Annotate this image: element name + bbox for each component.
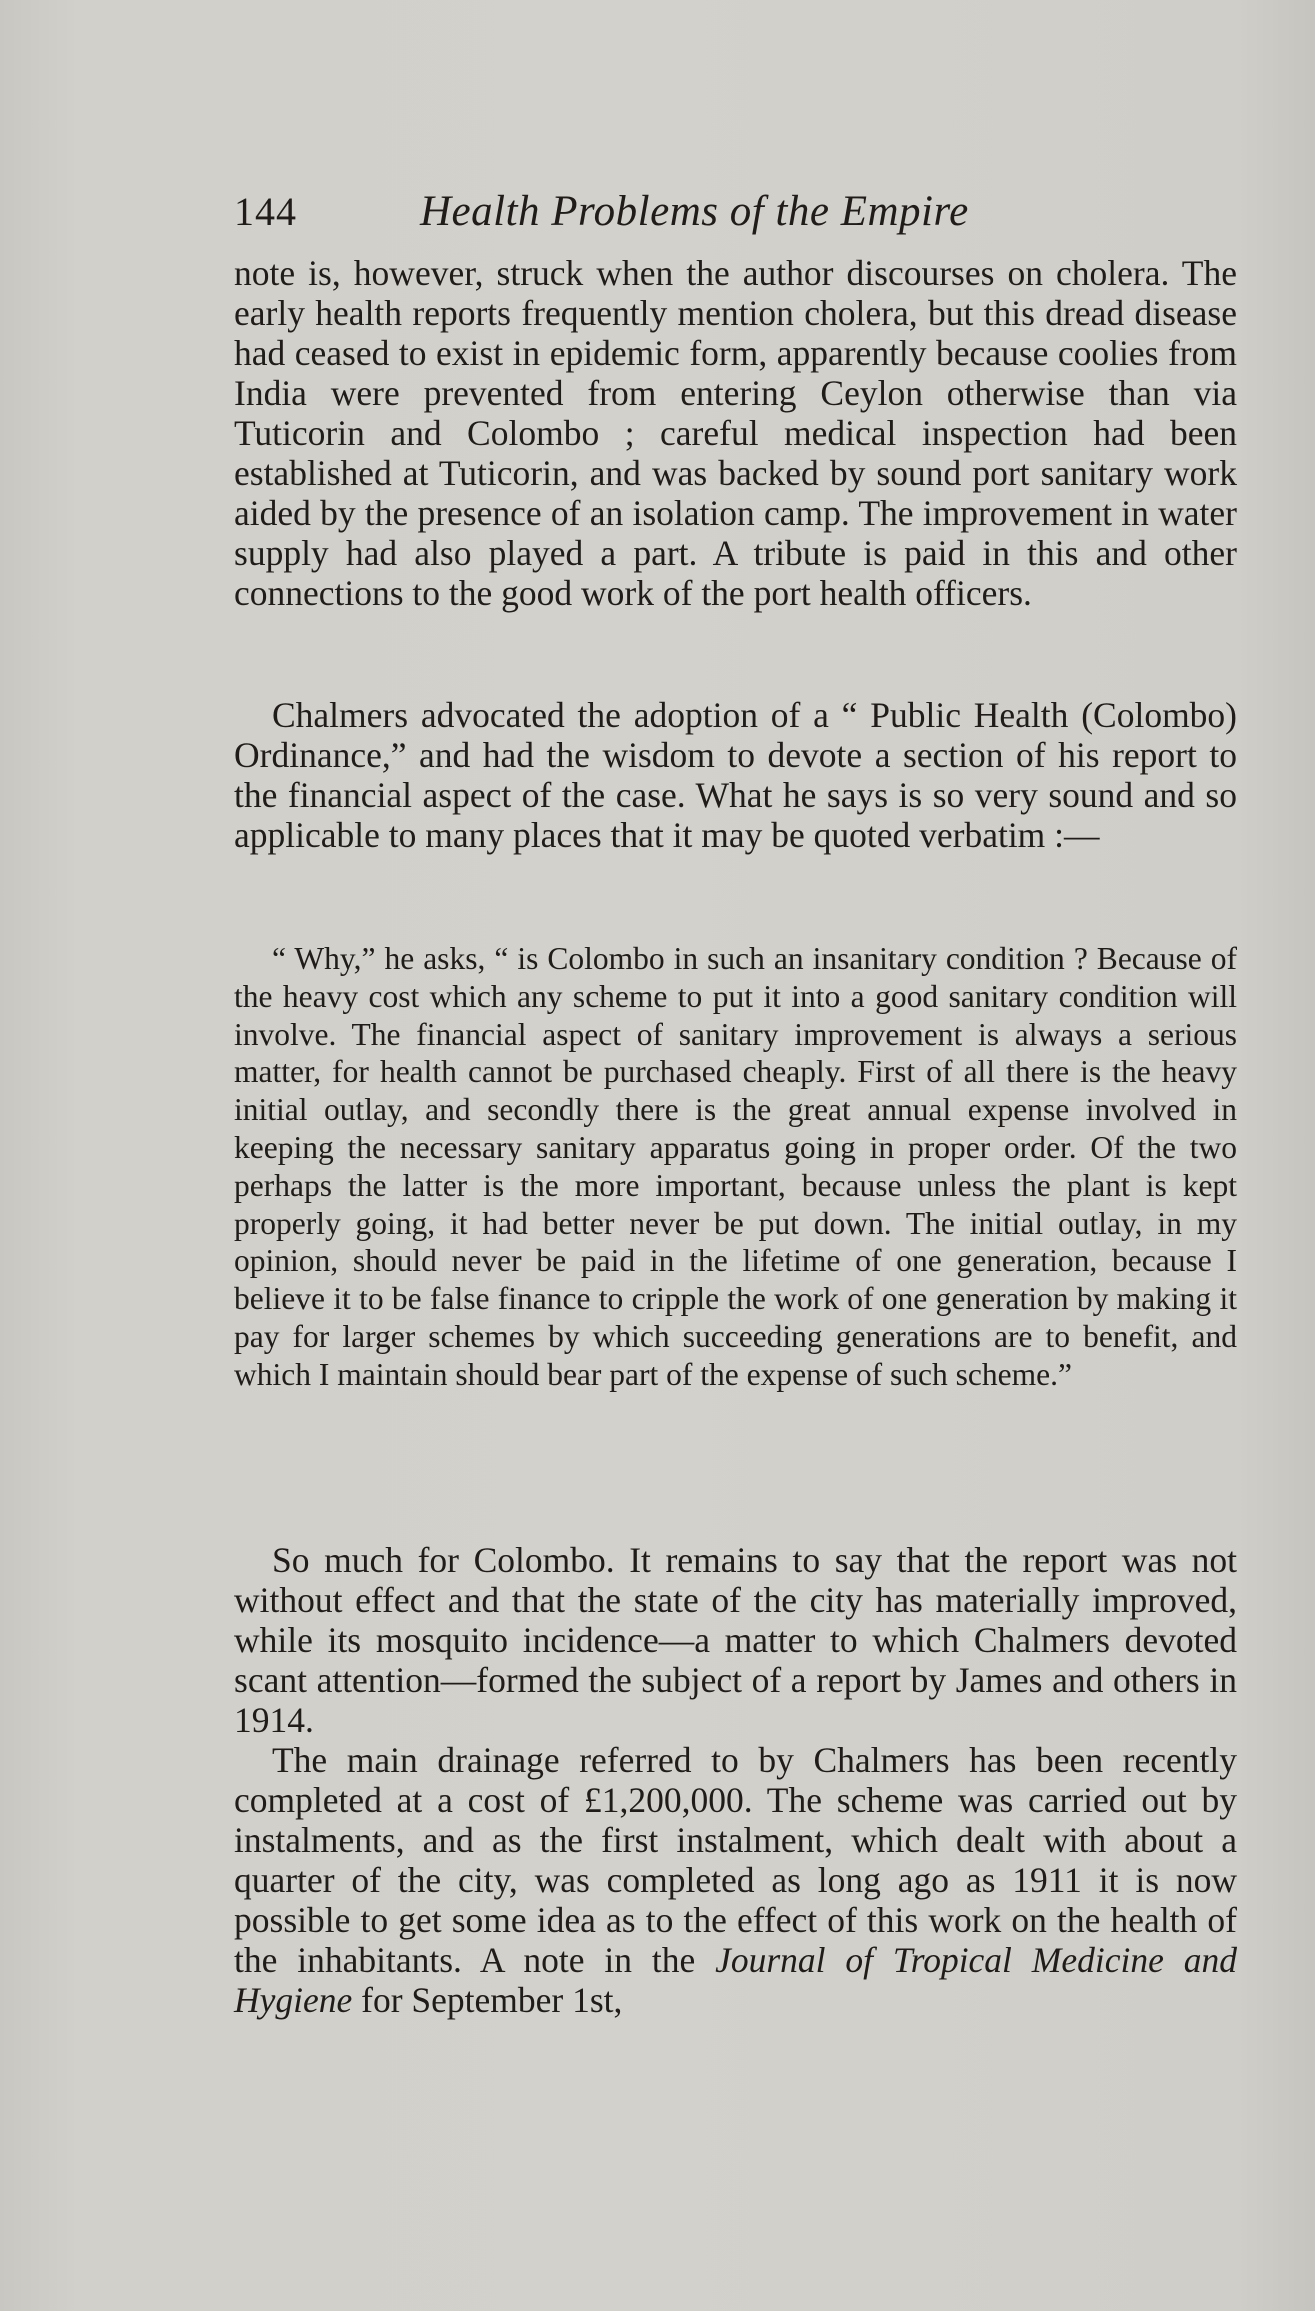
- paragraph-text: Chalmers advocated the adoption of a “ Public Health (Colombo) Ordinance,” and had the wisdom to devote a section of his report to the financial aspect of the case. What he says is so very sound and so applicable to many places that it may be quoted verbatim :—: [234, 695, 1237, 855]
- paragraph-cholera: [234, 253, 1237, 613]
- journal-title: Journal of Tropical Medicine and Hygiene: [234, 1940, 1237, 2020]
- drainage-tail: for September 1st,: [361, 1980, 623, 2020]
- paragraph-text: So much for Colombo. It remains to say that the report was not without effect and that the state of the city has materially improved, while its mosquito incidence—a matter to which Chalmers devoted scant attention—formed the subject of a report by James and others in 1914.: [234, 1540, 1237, 1740]
- page-number: 144: [234, 189, 297, 234]
- paragraph-colombo: [234, 1540, 1237, 1740]
- page-header: [234, 182, 1234, 242]
- paragraph-text: note is, however, struck when the author discourses on cholera. The early health reports frequently mention cholera, but this dread disease had ceased to exist in epidemic form, apparently because coolies from India were prevented from entering Ceylon otherwise than via Tuticorin and Colombo ; careful medical inspection had been established at Tuticorin, and was backed by sound port sanitary work aided by the presence of an isolation camp. The improvement in water supply had also played a part. A tribute is paid in this and other connections to the good work of the port health officers.: [234, 253, 1237, 613]
- block-quote: “ Why,” he asks, “ is Colombo in such an insanitary condition ? Because of the heavy cost which any scheme to put it into a good sanitary condition will involve. The financial aspect of sanitary improvement is always a serious matter, for health cannot be purchased cheaply. First of all there is the heavy initial outlay, and secondly there is the great annual expense involved in keeping the necessary sanitary apparatus going in proper order. Of the two perhaps the latter is the more important, because unless the plant is kept properly going, it had better never be put down. The initial outlay, in my opinion, should never be paid in the lifetime of one generation, because I believe it to be false finance to cripple the work of one generation by making it pay for larger schemes by which succeeding generations are to benefit, and which I maintain should bear part of the expense of such scheme.”: [234, 941, 1237, 1392]
- paragraph-drainage: [234, 1740, 1237, 2020]
- drainage-text: The main drainage referred to by Chalmers has been recently completed at a cost of £1,200,000. The scheme was carried out by instalments, and as the first instalment, which dealt with about a quarter of the city, was completed as long ago as 1911 it is now possible to get some idea as to the effect of this work on the health of the inhabitants. A note in the: [234, 1740, 1237, 1980]
- running-title: Health Problems of the Empire: [420, 188, 969, 235]
- paragraph-ordinance: [234, 695, 1237, 855]
- paragraph-text: [234, 1740, 1237, 2020]
